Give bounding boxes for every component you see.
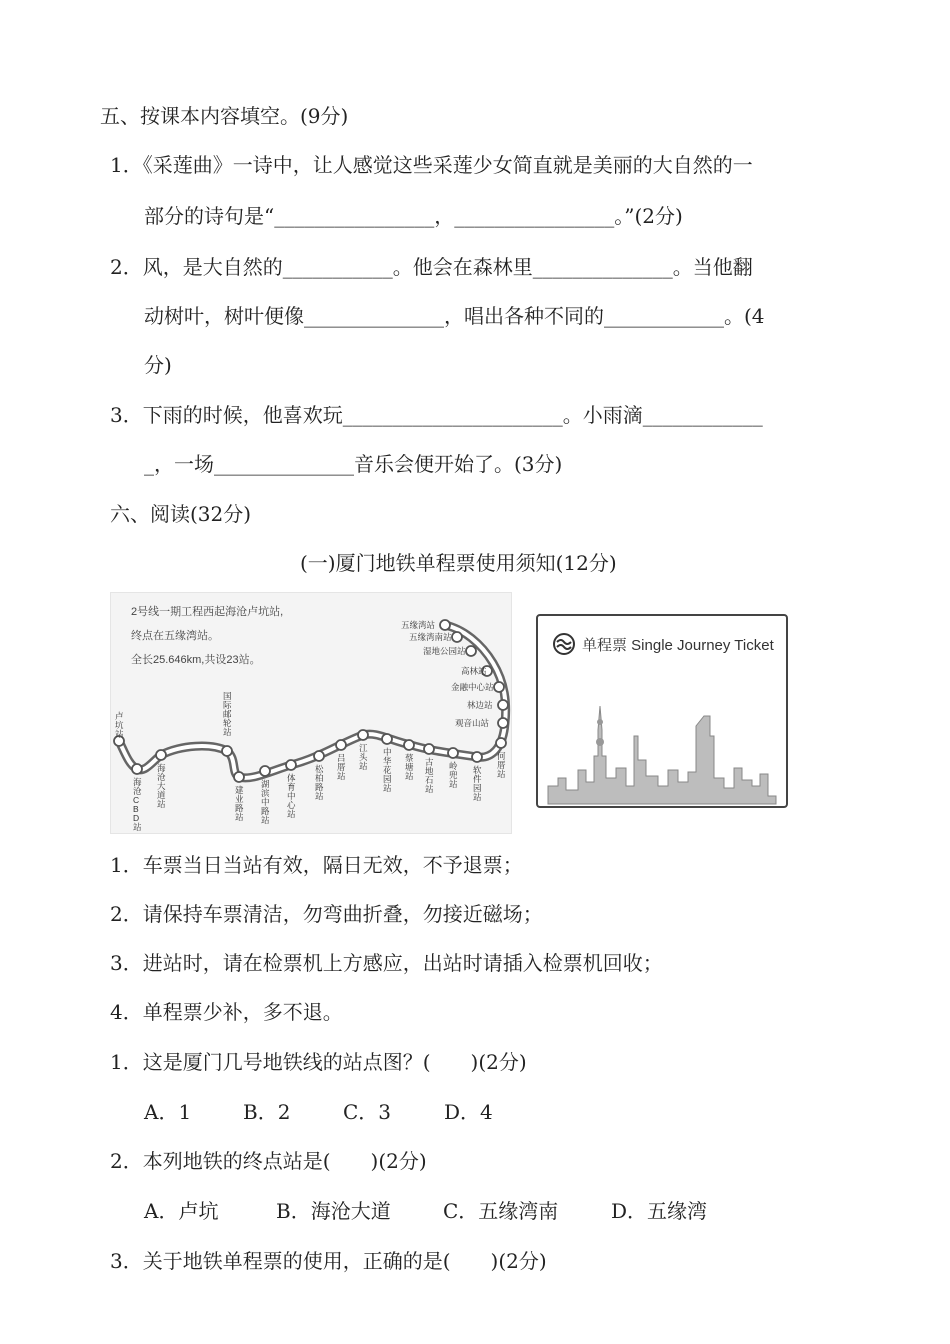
station-label: 软件园站 <box>473 765 482 802</box>
station-dot <box>452 632 462 642</box>
q2-option-d: D．五缘湾 <box>611 1199 708 1223</box>
q2-option-b: B．海沧大道 <box>276 1199 391 1223</box>
q2-line1: 2．风，是大自然的___________。他会在森林里______________。当他翻 <box>110 255 753 279</box>
station-dot <box>448 748 458 758</box>
station-label: 海沧大道站 <box>157 763 166 809</box>
station-label: 国际邮轮站 <box>223 691 232 737</box>
station-dot <box>156 750 166 760</box>
single-journey-ticket <box>536 614 788 808</box>
q1-option-c: C．3 <box>343 1100 392 1124</box>
rule-4: 4．单程票少补，多不退。 <box>110 1000 343 1024</box>
question-3: 3．关于地铁单程票的使用，正确的是( )(2分) <box>110 1249 547 1273</box>
q2-line3: 分) <box>144 353 172 377</box>
station-label: 建业路站 <box>235 785 244 822</box>
station-dot <box>382 734 392 744</box>
q2-option-c: C．五缘湾南 <box>443 1199 559 1223</box>
map-info-line1: 2号线一期工程西起海沧卢坑站, <box>131 606 284 618</box>
question-1: 1．这是厦门几号地铁线的站点图？( )(2分) <box>110 1050 527 1074</box>
q2-line2: 动树叶，树叶便像______________，唱出各种不同的____________。(4 <box>144 304 765 328</box>
station-label: 湖滨中路站 <box>261 779 270 825</box>
station-dot <box>286 760 296 770</box>
metro-line-svg <box>111 593 511 833</box>
station-dot <box>496 738 506 748</box>
station-label: 五缘湾站 <box>401 620 436 630</box>
metro-map <box>110 592 512 834</box>
station-label: 海沧 C B D 站 <box>133 777 142 832</box>
station-label: 松柏路站 <box>315 764 324 801</box>
station-label: 金融中心站 <box>451 682 494 692</box>
station-label: 中华花园站 <box>383 747 392 793</box>
q1-option-a: A．1 <box>144 1100 192 1124</box>
q3-line2: _，一场______________音乐会便开始了。(3分) <box>144 452 563 476</box>
reading-subtitle: (一)厦门地铁单程票使用须知(12分) <box>300 551 617 575</box>
station-dot <box>472 752 482 762</box>
station-dot <box>222 746 232 756</box>
station-label: 观音山站 <box>455 718 490 728</box>
station-label: 吕厝站 <box>337 753 346 781</box>
station-label: 卢坑站 <box>115 711 124 739</box>
station-label: 何厝站 <box>497 751 506 779</box>
question-2: 2．本列地铁的终点站是( )(2分) <box>110 1149 427 1173</box>
station-dot <box>132 764 142 774</box>
station-label: 蔡塘站 <box>405 753 414 781</box>
map-info-line2: 终点在五缘湾站。 <box>131 630 219 642</box>
metro-logo-icon <box>552 632 576 656</box>
station-dot <box>358 730 368 740</box>
q2-option-a: A．卢坑 <box>144 1199 219 1223</box>
q1-option-d: D．4 <box>444 1100 493 1124</box>
station-dot <box>440 620 450 630</box>
station-label: 高林站 <box>461 666 487 676</box>
station-label: 林边站 <box>467 700 493 710</box>
station-label: 体育中心站 <box>287 773 296 819</box>
station-label: 湿地公园站 <box>423 646 466 656</box>
station-dot <box>314 751 324 761</box>
rule-2: 2．请保持车票清洁，勿弯曲折叠，勿接近磁场； <box>110 902 543 926</box>
station-dot <box>260 766 270 776</box>
rule-1: 1．车票当日当站有效，隔日无效，不予退票； <box>110 853 523 877</box>
station-dot <box>466 646 476 656</box>
q3-line1: 3．下雨的时候，他喜欢玩______________________。小雨滴____________ <box>110 403 763 427</box>
station-dot <box>336 740 346 750</box>
station-label: 岭兜站 <box>449 761 458 789</box>
section5-title: 五、按课本内容填空。(9分) <box>100 104 349 128</box>
section6-title: 六、阅读(32分) <box>110 502 252 526</box>
station-dot <box>404 740 414 750</box>
station-label: 五缘湾南站 <box>409 632 452 642</box>
q1-option-b: B．2 <box>243 1100 291 1124</box>
station-dot <box>498 718 508 728</box>
map-info-line3: 全长25.646km,共设23站。 <box>131 654 261 666</box>
station-dot <box>494 682 504 692</box>
station-label: 江头站 <box>359 743 368 771</box>
station-label: 古地石站 <box>425 757 434 794</box>
rule-3: 3．进站时，请在检票机上方感应，出站时请插入检票机回收； <box>110 951 663 975</box>
q1-line1: 1．《采莲曲》一诗中，让人感觉这些采莲少女简直就是美丽的大自然的一 <box>110 153 753 177</box>
ticket-label: 单程票 Single Journey Ticket <box>582 637 774 654</box>
station-dot <box>234 772 244 782</box>
station-dot <box>498 700 508 710</box>
station-dot <box>424 744 434 754</box>
q1-line2: 部分的诗句是“________________，________________。”(2分) <box>144 204 683 228</box>
skyline-illustration <box>538 686 786 806</box>
